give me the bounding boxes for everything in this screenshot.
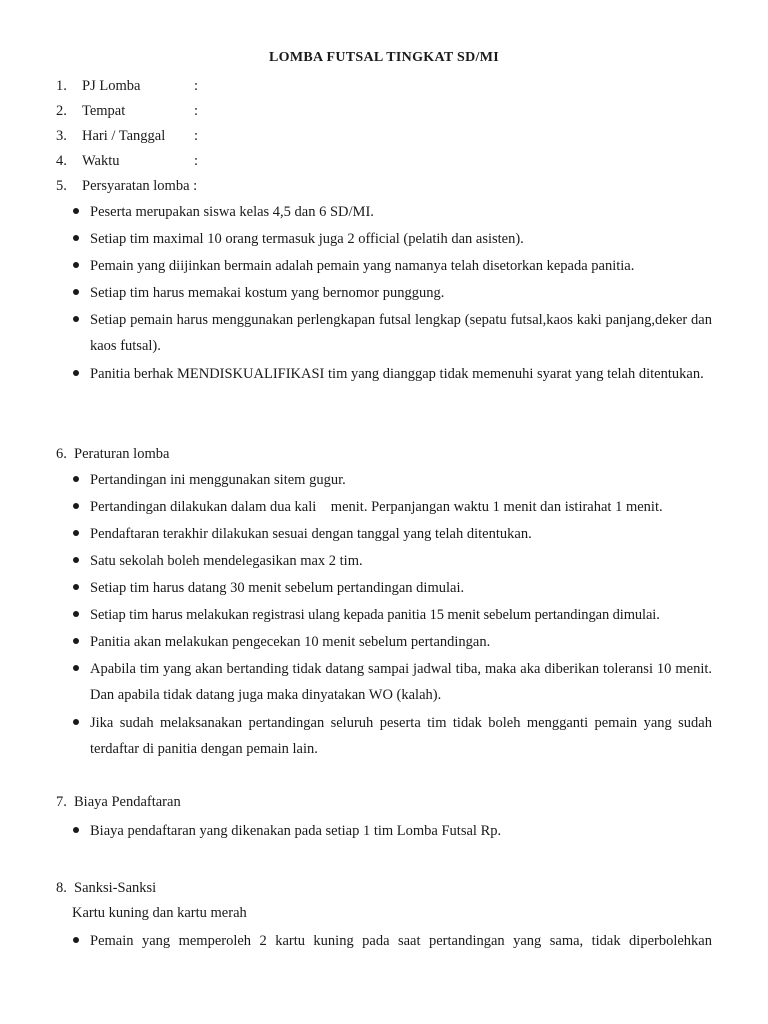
bullet-icon bbox=[73, 289, 79, 295]
document-title: LOMBA FUTSAL TINGKAT SD/MI bbox=[269, 50, 499, 65]
list-item-text: Pertandingan dilakukan dalam dua kali menit. Perpanjangan waktu 1 menit dan istirahat 1 menit. bbox=[90, 499, 663, 515]
bullet-icon bbox=[73, 611, 79, 617]
list-item bbox=[90, 253, 712, 279]
bullet-icon bbox=[73, 370, 79, 376]
list-item bbox=[90, 226, 712, 252]
info-number: 3. bbox=[56, 128, 67, 144]
info-colon: : bbox=[194, 78, 199, 94]
bullet-icon bbox=[73, 665, 79, 671]
list-item bbox=[90, 656, 712, 708]
info-colon: : bbox=[194, 103, 199, 119]
list-item bbox=[90, 818, 712, 844]
list-item bbox=[90, 602, 712, 628]
list-item bbox=[90, 629, 712, 655]
info-label: Waktu bbox=[82, 153, 120, 169]
bullet-icon bbox=[73, 316, 79, 322]
info-label: Persyaratan lomba bbox=[82, 178, 190, 194]
info-number: 5. bbox=[56, 178, 67, 194]
bullet-icon bbox=[73, 262, 79, 268]
info-number: 2. bbox=[56, 103, 67, 119]
list-item-text: Pertandingan ini menggunakan sitem gugur. bbox=[90, 472, 346, 488]
info-colon: : bbox=[193, 178, 198, 194]
bullet-icon bbox=[73, 584, 79, 590]
info-row-persyaratan bbox=[56, 176, 197, 196]
list-item bbox=[90, 548, 712, 574]
list-item-text: Setiap tim maximal 10 orang termasuk juga 2 official (pelatih dan asisten). bbox=[90, 231, 524, 247]
info-row-pj-lomba bbox=[56, 76, 198, 96]
list-item-text: Peserta merupakan siswa kelas 4,5 dan 6 SD/MI. bbox=[90, 204, 374, 220]
list-item-text: Panitia akan melakukan pengecekan 10 menit sebelum pertandingan. bbox=[90, 634, 491, 650]
list-item-text: Biaya pendaftaran yang dikenakan pada setiap 1 tim Lomba Futsal Rp. bbox=[90, 823, 502, 839]
section-number: 8. bbox=[56, 880, 67, 896]
list-item-text: Panitia berhak MENDISKUALIFIKASI tim yang dianggap tidak memenuhi syarat yang telah ditentukan. bbox=[90, 366, 704, 382]
section-heading-sanksi bbox=[56, 878, 156, 898]
bullet-icon bbox=[73, 827, 79, 833]
sanksi-subtitle: Kartu kuning dan kartu merah bbox=[72, 905, 247, 921]
bullet-icon bbox=[73, 937, 79, 943]
bullet-icon bbox=[73, 235, 79, 241]
info-row-waktu bbox=[56, 151, 198, 171]
section-heading-biaya bbox=[56, 792, 181, 812]
list-item-text: Pemain yang diijinkan bermain adalah pemain yang namanya telah disetorkan kepada panitia. bbox=[90, 258, 635, 274]
bullet-icon bbox=[73, 208, 79, 214]
section-number: 6. bbox=[56, 446, 67, 462]
bullet-icon bbox=[73, 530, 79, 536]
bullet-icon bbox=[73, 503, 79, 509]
section-heading-peraturan bbox=[56, 444, 169, 464]
info-number: 4. bbox=[56, 153, 67, 169]
section-label: Sanksi-Sanksi bbox=[74, 880, 157, 896]
info-label: PJ Lomba bbox=[82, 78, 141, 94]
list-item-text: Jika sudah melaksanakan pertandingan seluruh peserta tim tidak boleh mengganti pemain yang sudah terdaftar di panitia dengan pemain lain. bbox=[90, 715, 712, 757]
bullet-icon bbox=[73, 638, 79, 644]
info-colon: : bbox=[194, 153, 199, 169]
list-item bbox=[90, 361, 712, 387]
list-item bbox=[90, 710, 712, 762]
bullet-icon bbox=[73, 557, 79, 563]
info-row-hari-tanggal bbox=[56, 126, 198, 146]
list-item bbox=[90, 575, 712, 601]
info-number: 1. bbox=[56, 78, 67, 94]
list-item-text: Pemain yang memperoleh 2 kartu kuning pada saat pertandingan yang sama, tidak diperbolehkan bbox=[90, 933, 712, 949]
list-item bbox=[90, 307, 712, 359]
list-item-text: Setiap tim harus memakai kostum yang bernomor punggung. bbox=[90, 285, 445, 301]
list-item-text: Pendaftaran terakhir dilakukan sesuai dengan tanggal yang telah ditentukan. bbox=[90, 526, 532, 542]
list-item bbox=[90, 199, 712, 225]
info-row-tempat bbox=[56, 101, 198, 121]
bullet-icon bbox=[73, 476, 79, 482]
info-label: Tempat bbox=[82, 103, 126, 119]
list-item bbox=[90, 280, 712, 306]
section-number: 7. bbox=[56, 794, 67, 810]
section-label: Biaya Pendaftaran bbox=[74, 794, 181, 810]
list-item-text: Satu sekolah boleh mendelegasikan max 2 tim. bbox=[90, 553, 363, 569]
list-item bbox=[90, 467, 712, 493]
list-item-text: Setiap tim harus datang 30 menit sebelum pertandingan dimulai. bbox=[90, 580, 465, 596]
info-colon: : bbox=[194, 128, 199, 144]
list-item bbox=[90, 494, 712, 520]
list-item-text: Setiap pemain harus menggunakan perlengkapan futsal lengkap (sepatu futsal,kaos kaki panjang,deker dan kaos futsal). bbox=[90, 312, 712, 354]
list-item bbox=[90, 928, 712, 954]
info-label: Hari / Tanggal bbox=[82, 128, 166, 144]
bullet-icon bbox=[73, 719, 79, 725]
list-item bbox=[90, 521, 712, 547]
list-item-text: Setiap tim harus melakukan registrasi ulang kepada panitia 15 menit sebelum pertandingan dimulai. bbox=[90, 607, 660, 623]
section-label: Peraturan lomba bbox=[74, 446, 170, 462]
list-item-text: Apabila tim yang akan bertanding tidak datang sampai jadwal tiba, maka aka diberikan toleransi 10 menit. Dan apabila tidak datang juga maka dinyatakan WO (kalah). bbox=[90, 661, 712, 703]
